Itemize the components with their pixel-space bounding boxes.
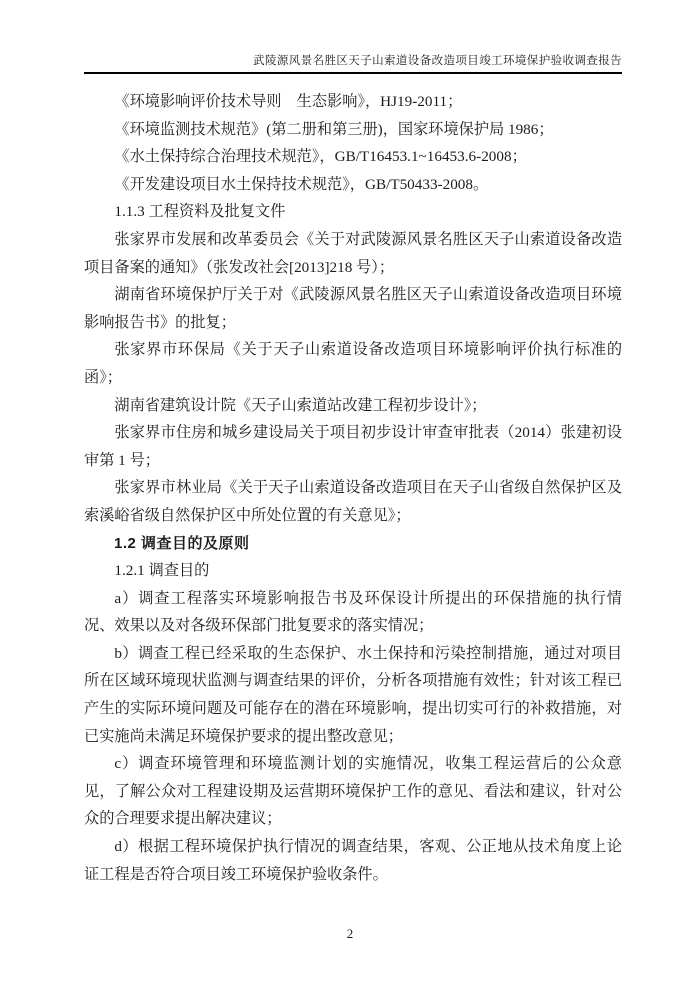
header-rule [84,72,622,74]
reference-item: 《环境监测技术规范》(第二册和第三册)，国家环境保护局 1986； [114,120,554,138]
paragraph: 张家界市环保局《关于天子山索道设备改造项目环境影响评价执行标准的函》； [84,341,622,386]
reference-item: 《水土保持综合治理技术规范》，GB/T16453.1~16453.6-2008； [114,148,527,166]
paragraph: c）调查环境管理和环境监测计划的实施情况，收集工程运营后的公众意见，了解公众对工程建设期及运营期环境保护工作的意见、看法和建议，针对公众的合理要求提出解决建议； [84,755,622,828]
paragraph: 张家界市住房和城乡建设局关于项目初步设计审查审批表（2014）张建初设审第 1 号； [84,424,622,469]
paragraph: 湖南省环境保护厅关于对《武陵源风景名胜区天子山索道设备改造项目环境影响报告书》的批复； [84,286,622,331]
page-header [84,0,622,74]
paragraph: 张家界市发展和改革委员会《关于对武陵源风景名胜区天子山索道设备改造项目备案的通知》（张发改社会[2013]218 号）； [84,230,622,276]
running-header-title: 武陵源风景名胜区天子山索道设备改造项目竣工环境保护验收调查报告 [253,55,622,67]
paragraph: a）调查工程落实环境影响报告书及环保设计所提出的环保措施的执行情况、效果以及对各级环保部门批复要求的落实情况； [84,589,622,635]
section-heading-1-1-3: 1.1.3 工程资料及批复文件 [114,203,286,221]
page-number: 2 [346,926,354,941]
reference-item: 《开发建设项目水土保持技术规范》，GB/T50433-2008。 [114,175,489,193]
section-heading-1-2: 1.2 调查目的及原则 [114,534,250,552]
document-body [84,88,622,888]
paragraph: 张家界市林业局《关于天子山索道设备改造项目在天子山省级自然保护区及索溪峪省级自然保护区中所处位置的有关意见》； [84,479,622,524]
paragraph: 湖南省建筑设计院《天子山索道站改建工程初步设计》； [114,396,487,414]
paragraph: d）根据工程环境保护执行情况的调查结果，客观、公正地从技术角度上论证工程是否符合项目竣工环境保护验收条件。 [84,838,622,883]
reference-item: 《环境影响评价技术导则 生态影响》，HJ19-2011； [114,93,463,110]
section-heading-1-2-1: 1.2.1 调查目的 [114,562,210,580]
paragraph: b）调查工程已经采取的生态保护、水土保持和污染控制措施，通过对项目所在区域环境现状监测与调查结果的评价，分析各项措施有效性；针对该工程已产生的实际环境问题及可能存在的潜在环境影响，提出切实可行的补救措施，对已实施尚未满足环境保护要求的提出整改意见； [84,644,622,745]
